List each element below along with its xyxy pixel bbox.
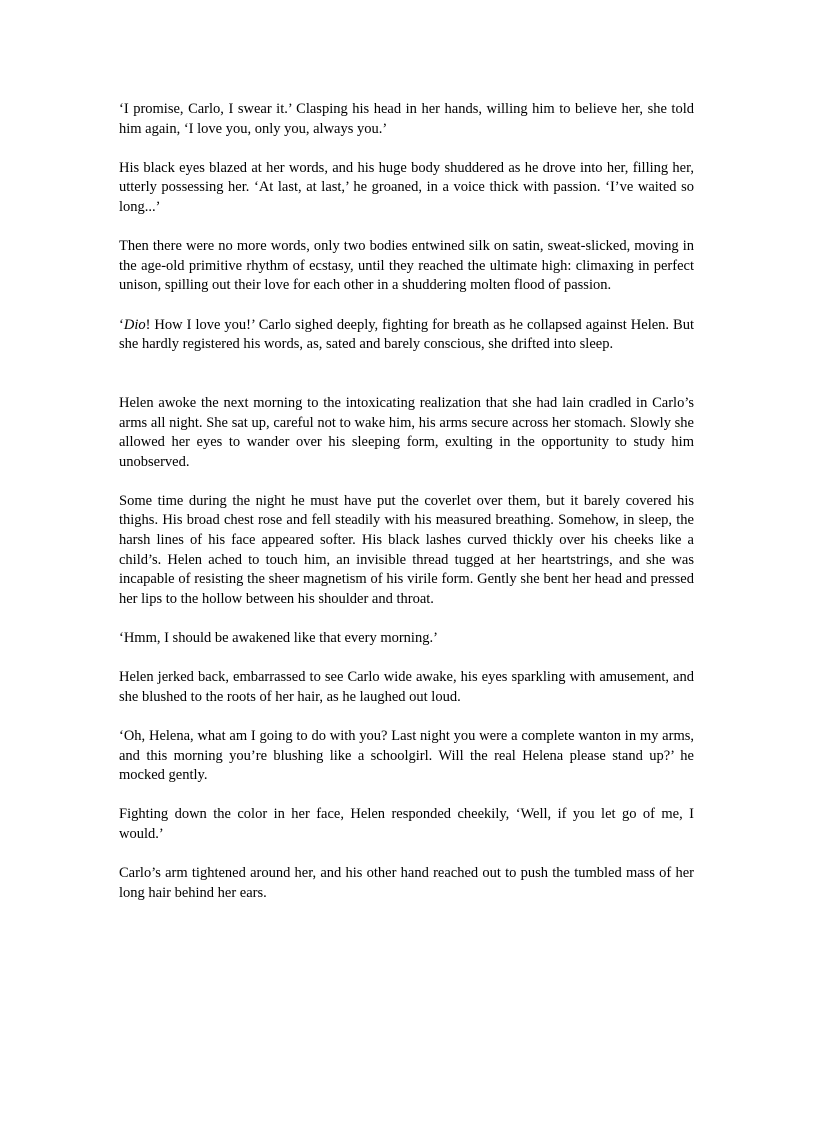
dio-rest: ! How I love you!’ Carlo sighed deeply, fighting for breath as he collapsed against Helen. But she hardly registered his words, as, sated and barely conscious, she drifted into sleep.	[119, 316, 694, 353]
paragraph-black-eyes: His black eyes blazed at her words, and his huge body shuddered as he drove into her, filling her, utterly possessing her. ‘At last, at last,’ he groaned, in a voice thick with passion. ‘I’ve waited so long...’	[119, 159, 694, 215]
paragraph-arm-tightened: Carlo’s arm tightened around her, and his other hand reached out to push the tumbled mass of her long hair behind her ears.	[119, 865, 694, 901]
dio-open-quote: ‘	[119, 316, 124, 333]
dio-italic-word: Dio	[123, 316, 146, 333]
paragraph-dio	[119, 316, 694, 355]
paragraph-promise: ‘I promise, Carlo, I swear it.’ Clasping his head in her hands, willing him to believe her, she told him again, ‘I love you, only you, always you.’	[119, 101, 694, 137]
paragraph-awoke: Helen awoke the next morning to the intoxicating realization that she had lain cradled in Carlo’s arms all night. She sat up, careful not to wake him, his arms secure across her stomach. Slowly she allowed her eyes to wander over his sleeping form, exulting in the opportunity to study him unobserved.	[119, 394, 694, 470]
paragraph-no-more-words: Then there were no more words, only two bodies entwined silk on satin, sweat-slicked, moving in the age-old primitive rhythm of ecstasy, until they reached the ultimate high: climaxing in perfect unison, spilling out their love for each other in a shuddering molten flood of passion.	[119, 238, 694, 294]
section-break	[119, 374, 694, 394]
paragraph-hmm: ‘Hmm, I should be awakened like that every morning.’	[119, 630, 438, 647]
paragraph-oh-helena: ‘Oh, Helena, what am I going to do with you? Last night you were a complete wanton in my arms, and this morning you’re blushing like a schoolgirl. Will the real Helena please stand up?’ he mocked gently.	[119, 728, 694, 784]
document-page	[119, 100, 694, 923]
paragraph-fighting-down: Fighting down the color in her face, Helen responded cheekily, ‘Well, if you let go of me, I would.’	[119, 806, 694, 842]
paragraph-coverlet: Some time during the night he must have put the coverlet over them, but it barely covered his thighs. His broad chest rose and fell steadily with his measured breathing. Somehow, in sleep, the harsh lines of his face appeared softer. His black lashes curved thickly over his cheeks like a child’s. Helen ached to touch him, an invisible thread tugged at her heartstrings, and she was incapable of resisting the sheer magnetism of his virile form. Gently she bent her head and pressed her lips to the hollow between his shoulder and throat.	[119, 492, 694, 607]
paragraph-jerked-back: Helen jerked back, embarrassed to see Carlo wide awake, his eyes sparkling with amusement, and she blushed to the roots of her hair, as he laughed out loud.	[119, 669, 694, 705]
